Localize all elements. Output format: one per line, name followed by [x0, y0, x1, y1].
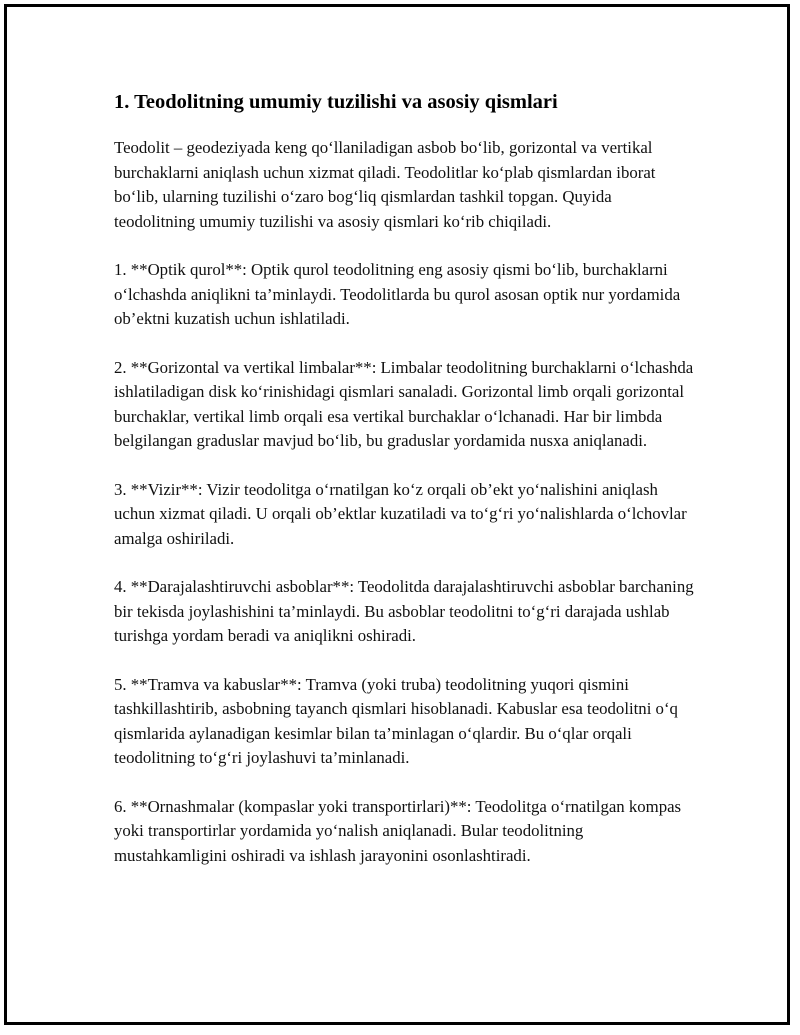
list-item-darajalashtiruvchi: 4. **Darajalashtiruvchi asboblar**: Teodolitda darajalashtiruvchi asboblar barchaning bir tekisda joylashishini ta’minlaydi. Bu asboblar teodolitni to‘g‘ri darajada ushlab turishga yordam beradi va aniqlikni oshiradi. — [114, 577, 694, 645]
list-item-optik-qurol: 1. **Optik qurol**: Optik qurol teodolitning eng asosiy qismi bo‘lib, burchaklarni o‘lchashda aniqlikni ta’minlaydi. Teodolitlarda bu qurol asosan optik nur yordamida ob’ektni kuzatish uchun ishlatiladi. — [114, 260, 681, 328]
list-item-ornashmalar: 6. **Ornashmalar (kompaslar yoki transportirlari)**: Teodolitga o‘rnatilgan kompas yoki transportirlar yordamida yo‘nalish aniqlanadi. Bular teodolitning mustahkamligini oshiradi va ishlash jarayonini osonlashtiradi. — [114, 796, 682, 865]
document-title: 1. Teodolitning umumiy tuzilishi va asosiy qismlari — [114, 91, 558, 113]
document-body — [114, 88, 694, 892]
list-item-limbalar: 2. **Gorizontal va vertikal limbalar**: Limbalar teodolitning burchaklarni o‘lchashda ishlatiladigan disk ko‘rinishidagi qismlari sanaladi. Gorizontal limb orqali gorizontal burchaklar, vertikal limb orqali esa vertikal burchaklar o‘lchanadi. Har bir limbda belgilangan graduslar mavjud bo‘lib, bu graduslar yordamida nusxa aniqlanadi. — [114, 357, 694, 450]
intro-paragraph: Teodolit – geodeziyada keng qo‘llaniladigan asbob bo‘lib, gorizontal va vertikal burchaklarni aniqlash uchun xizmat qiladi. Teodolitlar ko‘plab qismlardan iborat bo‘lib, ularning tuzilishi o‘zaro bog‘liq qismlardan tashkil topgan. Quyida teodolitning umumiy tuzilishi va asosiy qismlari ko‘rib chiqiladi. — [114, 138, 656, 231]
list-item-vizir: 3. **Vizir**: Vizir teodolitga o‘rnatilgan ko‘z orqali ob’ekt yo‘nalishini aniqlash uchun xizmat qiladi. U orqali ob’ektlar kuzatiladi va to‘g‘ri yo‘nalishlarda o‘lchovlar amalga oshiriladi. — [114, 479, 687, 548]
list-item-tramva-kabuslar: 5. **Tramva va kabuslar**: Tramva (yoki truba) teodolitning yuqori qismini tashkillashtirib, asbobning tayanch qismlari hisoblanadi. Kabuslar esa teodolitni o‘q qismlarida aylanadigan kesimlar bilan ta’minlagan o‘qlardir. Bu o‘qlar orqali teodolitning to‘g‘ri joylashuvi ta’minlanadi. — [114, 674, 678, 767]
